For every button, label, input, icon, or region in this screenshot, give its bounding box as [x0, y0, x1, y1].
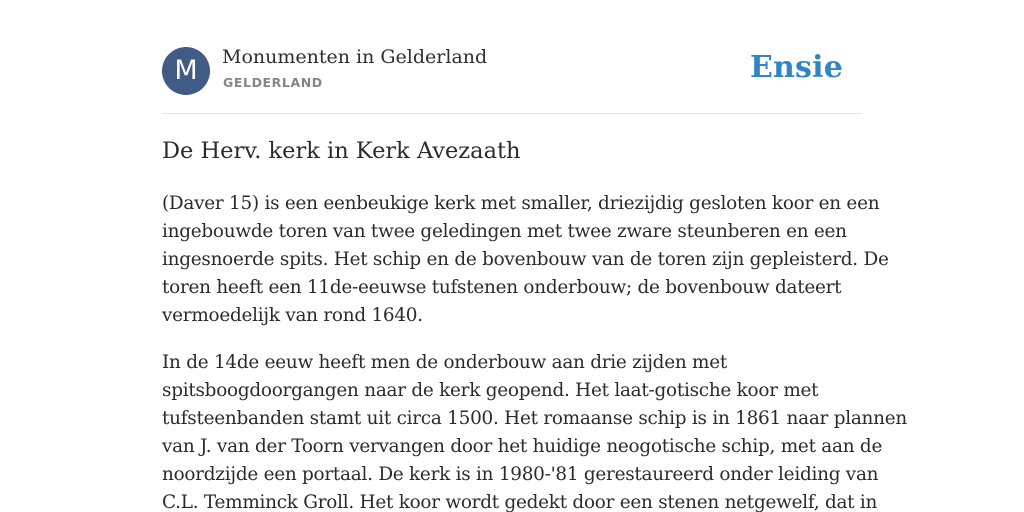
paragraph-line: spitsboogdoorgangen naar de kerk geopend. Het laat-gotische koor met: [162, 380, 819, 401]
article-body: [162, 190, 907, 512]
paragraph-line: In de 14de eeuw heeft men de onderbouw aan drie zijden met: [162, 352, 727, 373]
source-name-link[interactable]: Monumenten in Gelderland: [222, 46, 488, 68]
article-paragraph-1: [162, 190, 889, 330]
source-avatar[interactable]: M: [162, 47, 210, 95]
source-header: [162, 0, 862, 114]
paragraph-line: van J. van der Toorn vervangen door het huidige neogotische schip, met aan de: [162, 436, 883, 457]
paragraph-line: ingesnoerde spits. Het schip en de bovenbouw van de toren zijn gepleisterd. De: [162, 249, 889, 270]
article-paragraph-2: [162, 349, 907, 512]
page-container: [162, 0, 907, 512]
paragraph-line: ingebouwde toren van twee geledingen met twee zware steunberen en een: [162, 221, 847, 242]
paragraph-line: vermoedelijk van rond 1640.: [162, 305, 423, 326]
paragraph-line: tufsteenbanden stamt uit circa 1500. Het romaanse schip is in 1861 naar plannen: [162, 408, 907, 429]
paragraph-line: noordzijde een portaal. De kerk is in 1980-'81 gerestaureerd onder leiding van: [162, 464, 879, 485]
source-category-link[interactable]: GELDERLAND: [223, 75, 323, 90]
article-title: De Herv. kerk in Kerk Avezaath: [162, 138, 521, 164]
paragraph-line: (Daver 15) is een eenbeukige kerk met smaller, driezijdig gesloten koor en een: [162, 193, 880, 214]
ensie-logo[interactable]: Ensie: [749, 50, 843, 85]
paragraph-line: C.L. Temminck Groll. Het koor wordt gedekt door een stenen netgewelf, dat in: [162, 492, 878, 512]
paragraph-line: toren heeft een 11de-eeuwse tufstenen onderbouw; de bovenbouw dateert: [162, 277, 842, 298]
